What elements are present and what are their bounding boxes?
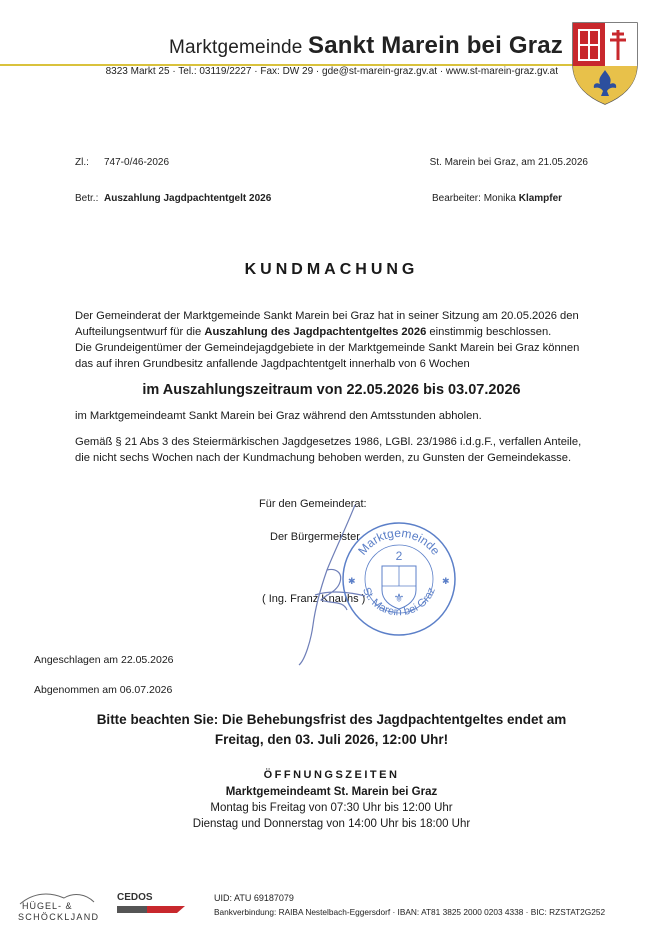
posted-date: Angeschlagen am 22.05.2026 [34,654,174,666]
removed-date: Abgenommen am 06.07.2026 [34,684,173,696]
paragraph-legal: Gemäß § 21 Abs 3 des Steiermärkischen Jagdgesetzes 1986, LGBl. 23/1986 i.d.g.F., verfallen Anteile, die nicht sechs Wochen nach der Kundmachung behoben werden, zu Gunsten der Gemeindekasse. [75,436,582,464]
clerk-label: Bearbeiter: Monika [432,193,516,204]
municipality-prefix: Marktgemeinde [169,37,303,58]
deadline-notice [0,710,663,750]
cedos-logo [117,892,187,924]
cedos-name: CEDOS [117,892,153,903]
svg-text:✱: ✱ [442,576,450,586]
notice-line-1: Bitte beachten Sie: Die Behebungsfrist des Jagdpachtentgeltes endet am [96,712,567,727]
signature-name: ( Ing. Franz Knauhs ) [262,593,366,605]
document-title: KUNDMACHUNG [244,261,419,278]
logo1-line-1: HÜGEL- & [22,901,73,911]
paragraph-pickup: im Marktgemeindeamt Sankt Marein bei Graz während den Amtsstunden abholen. [75,410,482,422]
stamp-number: 2 [395,549,403,563]
stamp-bottom-text: St. Marein bei Graz [360,585,438,619]
svg-text:✱: ✱ [348,576,356,586]
subject-label: Betr.: [75,193,99,204]
p1-text-b: einstimmig beschlossen. [426,326,552,338]
notice-line-2: Freitag, den 03. Juli 2026, 12:00 Uhr! [214,732,449,747]
opening-hours-title: ÖFFNUNGSZEITEN [263,769,400,781]
cedos-banner-icon [117,904,187,918]
opening-hours-office: Marktgemeindeamt St. Marein bei Graz [225,786,438,798]
clerk [432,193,562,204]
opening-hours-weekdays: Montag bis Freitag von 07:30 Uhr bis 12:00 Uhr [210,802,453,814]
p1-bold: Auszahlung des Jagdpachtentgeltes 2026 [204,326,427,338]
letterhead-title [169,32,563,60]
official-stamp-icon [340,520,458,638]
coat-of-arms-icon [570,20,640,106]
letterhead-contact: 8323 Markt 25 · Tel.: 03119/2227 · Fax: DW 29 · gde@st-marein-graz.gv.at · www.st-marein-graz.gv.at [105,66,558,77]
opening-hours-afternoons: Dienstag und Donnerstag von 14:00 Uhr bis 18:00 Uhr [192,818,471,830]
stamp-top-text: Marktgemeinde [355,525,443,558]
subject-value: Auszahlung Jagdpachtentgelt 2026 [104,193,272,204]
reference-label: Zl.: [75,157,89,168]
signature-for-line: Für den Gemeinderat: [259,498,367,510]
municipality-name: Sankt Marein bei Graz [308,32,563,59]
svg-text:⚜: ⚜ [393,591,405,605]
bank-details: Bankverbindung: RAIBA Nestelbach-Eggersdorf · IBAN: AT81 3825 2000 0203 4338 · BIC: RZSTAT2G252 [214,907,606,917]
huegelland-logo [18,890,100,926]
p2-text: Die Grundeigentümer der Gemeindejagdgebiete in der Marktgemeinde Sankt Marein bei Graz können das auf ihren Grundbesitz anfallende Jagdpachtentgelt innerhalb von 6 Wochen [75,342,580,370]
logo1-line-2: SCHÖCKLJAND [18,912,100,922]
clerk-surname: Klampfer [518,193,563,204]
reference-number: 747-0/46-2026 [104,157,170,168]
p1-text-a: Der Gemeinderat der Marktgemeinde Sankt Marein bei Graz hat in seiner Sitzung am 20.05.2026 den Aufteilungsentwurf für die [75,310,579,338]
paragraph-resolution [75,308,595,372]
uid-number: UID: ATU 69187079 [214,893,294,903]
place-date: St. Marein bei Graz, am 21.05.2026 [429,157,588,168]
signature-role: Der Bürgermeister [270,531,360,543]
payout-period: im Auszahlungszeitraum von 22.05.2026 bis 03.07.2026 [142,382,521,398]
